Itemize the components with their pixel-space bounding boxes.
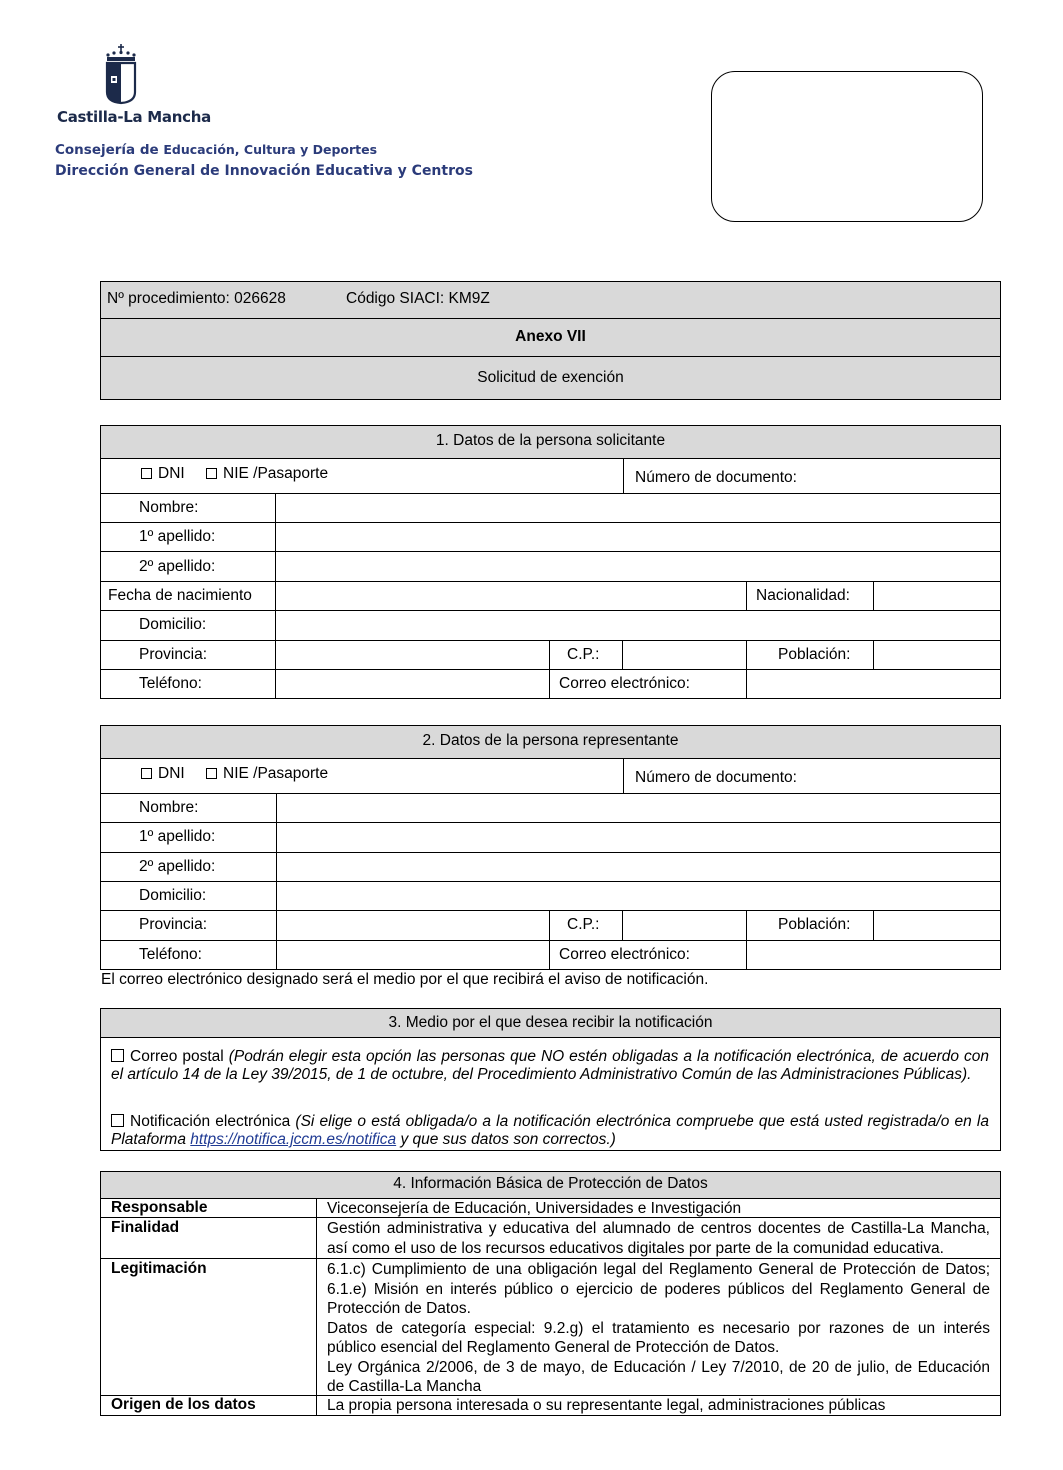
legitimacion-label: Legitimación — [111, 1260, 207, 1277]
electronic-label: Notificación electrónica — [130, 1113, 296, 1130]
responsable-label: Responsable — [111, 1199, 208, 1216]
section2-title: 2. Datos de la persona representante — [422, 732, 679, 749]
s2-apellido2-label: 2º apellido: — [139, 858, 216, 875]
s1-nombre-field[interactable] — [280, 496, 996, 519]
s2-poblacion-label: Población: — [778, 916, 851, 933]
section1-title: 1. Datos de la persona solicitante — [435, 432, 666, 449]
registry-stamp-box — [711, 71, 983, 222]
directorate: Dirección General de Innovación Educativa y Centros — [55, 163, 473, 179]
s2-email-note: El correo electrónico designado será el medio por el que recibirá el aviso de notificación. — [101, 971, 709, 988]
s1-provincia-field[interactable] — [280, 643, 545, 666]
s1-fecha-field[interactable] — [280, 584, 742, 607]
s2-telefono-field[interactable] — [281, 943, 545, 967]
legitimacion-text-3: Ley Orgánica 2/2006, de 3 de mayo, de Educación / Ley 7/2010, de 20 de julio, de Educación de Castilla-La Mancha — [327, 1358, 990, 1395]
s1-dni-option[interactable] — [141, 465, 185, 483]
section3-title: 3. Medio por el que desea recibir la notificación — [388, 1014, 713, 1031]
castilla-la-mancha-logo-icon — [100, 42, 142, 106]
s1-correo-label: Correo electrónico: — [559, 675, 690, 692]
s1-telefono-label: Teléfono: — [139, 675, 202, 692]
postal-note: (Podrán elegir esta opción las personas que NO estén obligadas a la notificación electrónica, de acuerdo con el artículo 14 de la Ley 39/2015, de 1 de octubre, del Procedimiento Administrativo Común de las Administraciones Públicas). — [111, 1048, 989, 1083]
s2-apellido1-label: 1º apellido: — [139, 828, 216, 845]
legitimacion-text — [327, 1260, 990, 1397]
s2-nie-checkbox[interactable] — [206, 768, 217, 779]
annex-title: Anexo VII — [515, 328, 586, 345]
s1-telefono-field[interactable] — [280, 672, 545, 696]
electronic-note-after: y que sus datos son correctos.) — [396, 1131, 616, 1148]
s2-cp-field[interactable] — [626, 913, 742, 937]
electronic-option[interactable] — [111, 1113, 989, 1149]
s2-nie-option[interactable] — [206, 765, 328, 783]
s1-fecha-label: Fecha de nacimiento — [108, 587, 252, 604]
legitimacion-text-2: Datos de categoría especial: 9.2.g) el tratamiento es necesario por razones de un interés público esencial del Reglamento General de Protección de Datos. — [327, 1319, 990, 1356]
responsable-text: Viceconsejería de Educación, Universidades e Investigación — [327, 1200, 742, 1217]
s1-apellido1-field[interactable] — [280, 525, 996, 548]
s2-cp-label: C.P.: — [567, 916, 600, 933]
s2-domicilio-label: Domicilio: — [139, 887, 207, 904]
s2-poblacion-field[interactable] — [877, 913, 996, 937]
s2-telefono-label: Teléfono: — [139, 946, 202, 963]
s2-apellido2-field[interactable] — [281, 855, 996, 878]
form-title: Solicitud de exención — [477, 369, 624, 386]
s1-poblacion-label: Población: — [778, 646, 851, 663]
finalidad-text: Gestión administrativa y educativa del alumnado de centros docentes de Castilla-La Mancha, así como el uso de los recursos educativos digitales por parte de la comunidad educativa. — [327, 1220, 990, 1257]
s1-dni-label: DNI — [158, 465, 185, 482]
s2-nie-label: NIE /Pasaporte — [223, 765, 329, 782]
s1-provincia-label: Provincia: — [139, 646, 208, 663]
s2-correo-label: Correo electrónico: — [559, 946, 690, 963]
s1-cp-field[interactable] — [626, 643, 742, 666]
s1-domicilio-field[interactable] — [280, 613, 996, 637]
postal-label: Correo postal — [130, 1048, 229, 1065]
s1-cp-label: C.P.: — [567, 646, 600, 663]
origen-text: La propia persona interesada o su representante legal, administraciones públicas — [327, 1397, 886, 1414]
s1-nombre-label: Nombre: — [139, 499, 199, 516]
postal-checkbox[interactable] — [111, 1049, 124, 1062]
department — [55, 142, 377, 158]
s2-provincia-field[interactable] — [281, 913, 545, 937]
s1-nacionalidad-field[interactable] — [877, 584, 996, 607]
s2-nombre-field[interactable] — [281, 796, 996, 819]
s1-apellido1-label: 1º apellido: — [139, 528, 216, 545]
legitimacion-text-1: 6.1.c) Cumplimiento de una obligación legal del Reglamento General de Protección de Datos; 6.1.e) Misión en interés público o ejercicio de poderes públicos del Reglamento General de Protección de Datos. — [327, 1261, 990, 1317]
s2-apellido1-field[interactable] — [281, 825, 996, 849]
s2-nombre-label: Nombre: — [139, 799, 199, 816]
s1-domicilio-label: Domicilio: — [139, 616, 207, 633]
s1-dni-checkbox[interactable] — [141, 468, 152, 479]
s2-dni-option[interactable] — [141, 765, 185, 783]
department-name: Educación, Cultura y Deportes — [163, 142, 378, 157]
s2-dni-label: DNI — [158, 765, 185, 782]
s1-nie-checkbox[interactable] — [206, 468, 217, 479]
finalidad-label: Finalidad — [111, 1219, 180, 1236]
siaci-code: Código SIACI: KM9Z — [346, 290, 490, 307]
s1-correo-field[interactable] — [750, 672, 996, 696]
notifica-link[interactable]: https://notifica.jccm.es/notifica — [190, 1131, 397, 1148]
s2-doc-number-label: Número de documento: — [635, 769, 797, 786]
s2-dni-checkbox[interactable] — [141, 768, 152, 779]
department-prefix: Consejería de — [55, 142, 164, 158]
brand-name: Castilla-La Mancha — [57, 108, 211, 126]
s1-apellido2-field[interactable] — [280, 554, 996, 578]
s1-nacionalidad-label: Nacionalidad: — [756, 587, 850, 604]
electronic-checkbox[interactable] — [111, 1114, 124, 1127]
s1-doc-number-label: Número de documento: — [635, 469, 797, 486]
s1-apellido2-label: 2º apellido: — [139, 558, 216, 575]
procedure-number: Nº procedimiento: 026628 — [107, 290, 286, 307]
s2-domicilio-field[interactable] — [281, 884, 996, 907]
s1-nie-label: NIE /Pasaporte — [223, 465, 329, 482]
s2-doc-number-field[interactable] — [628, 761, 996, 790]
s1-poblacion-field[interactable] — [877, 643, 996, 666]
postal-option[interactable] — [111, 1048, 989, 1084]
section4-title: 4. Información Básica de Protección de Datos — [393, 1175, 708, 1192]
origen-label: Origen de los datos — [111, 1396, 256, 1413]
electronic-note-before: (Si elige o está obligada/o a la notificación electrónica compruebe que está usted registrada/o en la Plataforma — [111, 1113, 989, 1148]
s2-provincia-label: Provincia: — [139, 916, 208, 933]
s1-nie-option[interactable] — [206, 465, 328, 483]
s2-correo-field[interactable] — [750, 943, 996, 967]
s1-doc-number-field[interactable] — [628, 461, 996, 490]
